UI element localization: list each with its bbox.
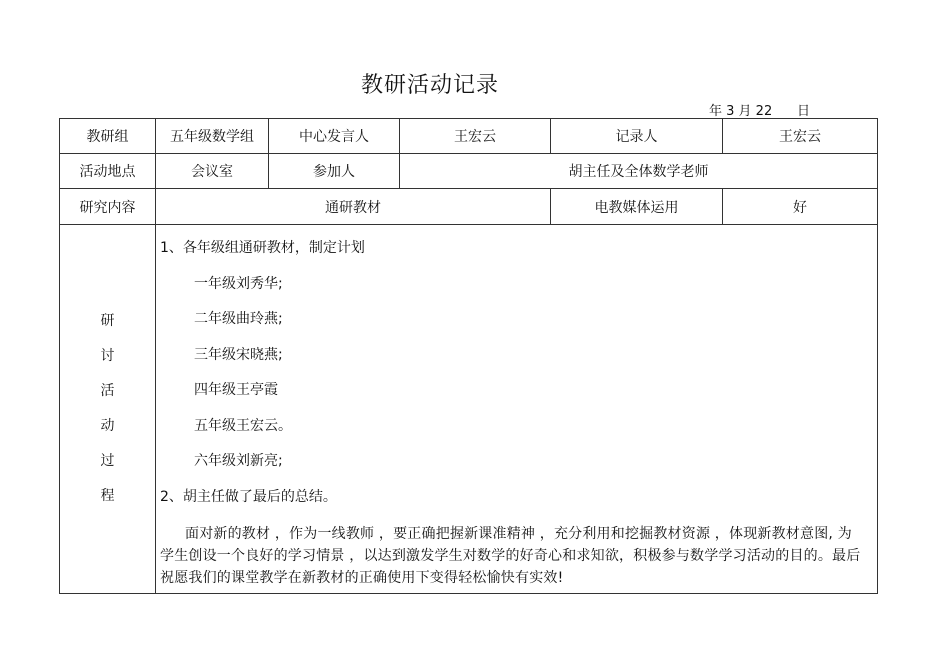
grade-assignment: 四年级王亭霞 [194,382,278,398]
info-row-place [60,154,878,189]
info-row-content [60,189,878,225]
content-label: 研究内容 [60,189,156,225]
process-label-char: 程 [100,488,115,504]
process-label-char: 过 [100,453,115,469]
process-item-1: 1、各年级组通研教材，制定计划 [160,240,365,256]
record-table [59,118,878,594]
group-value: 五年级数学组 [156,119,269,154]
recorder-value: 王宏云 [723,119,878,154]
process-content [156,225,878,594]
media-value: 好 [723,189,878,225]
speaker-label: 中心发言人 [269,119,400,154]
record-date: 年 3 月 22 日 [709,104,811,119]
info-row-group [60,119,878,154]
process-label-char: 研 [100,313,115,329]
recorder-label: 记录人 [551,119,723,154]
grade-assignment: 六年级刘新亮; [194,453,283,469]
grade-assignment: 二年级曲玲燕; [194,311,283,327]
process-item-2: 2、胡主任做了最后的总结。 [160,488,337,505]
grade-assignment: 五年级王宏云。 [194,417,292,434]
process-label [60,225,156,594]
participants-label: 参加人 [269,154,400,189]
speaker-value: 王宏云 [400,119,551,154]
summary-paragraph: 面对新的教材 ，作为一线教师 ，要正确把握新课准精神 ，充分利用和挖掘教材资源 ，体现新教材意图, 为学生创设一个良好的学习情景 ，以达到激发学生对数学的好奇心和求知欲，积极参与数学学习活动的目的。最后祝愿我们的课堂教学在新教材的正确使用下变得轻松愉快有实效! [160,526,861,586]
grade-assignment: 一年级刘秀华; [194,275,283,292]
process-label-char: 动 [100,418,115,434]
place-label: 活动地点 [60,154,156,189]
process-row [60,225,878,594]
group-label: 教研组 [60,119,156,154]
grade-assignment: 三年级宋晓燕; [194,346,283,363]
media-label: 电教媒体运用 [551,189,723,225]
process-label-char: 讨 [100,348,115,364]
content-value: 通研教材 [156,189,551,225]
document-title: 教研活动记录 [360,73,499,98]
process-label-char: 活 [100,383,115,399]
place-value: 会议室 [156,154,269,189]
participants-value: 胡主任及全体数学老师 [400,154,878,189]
